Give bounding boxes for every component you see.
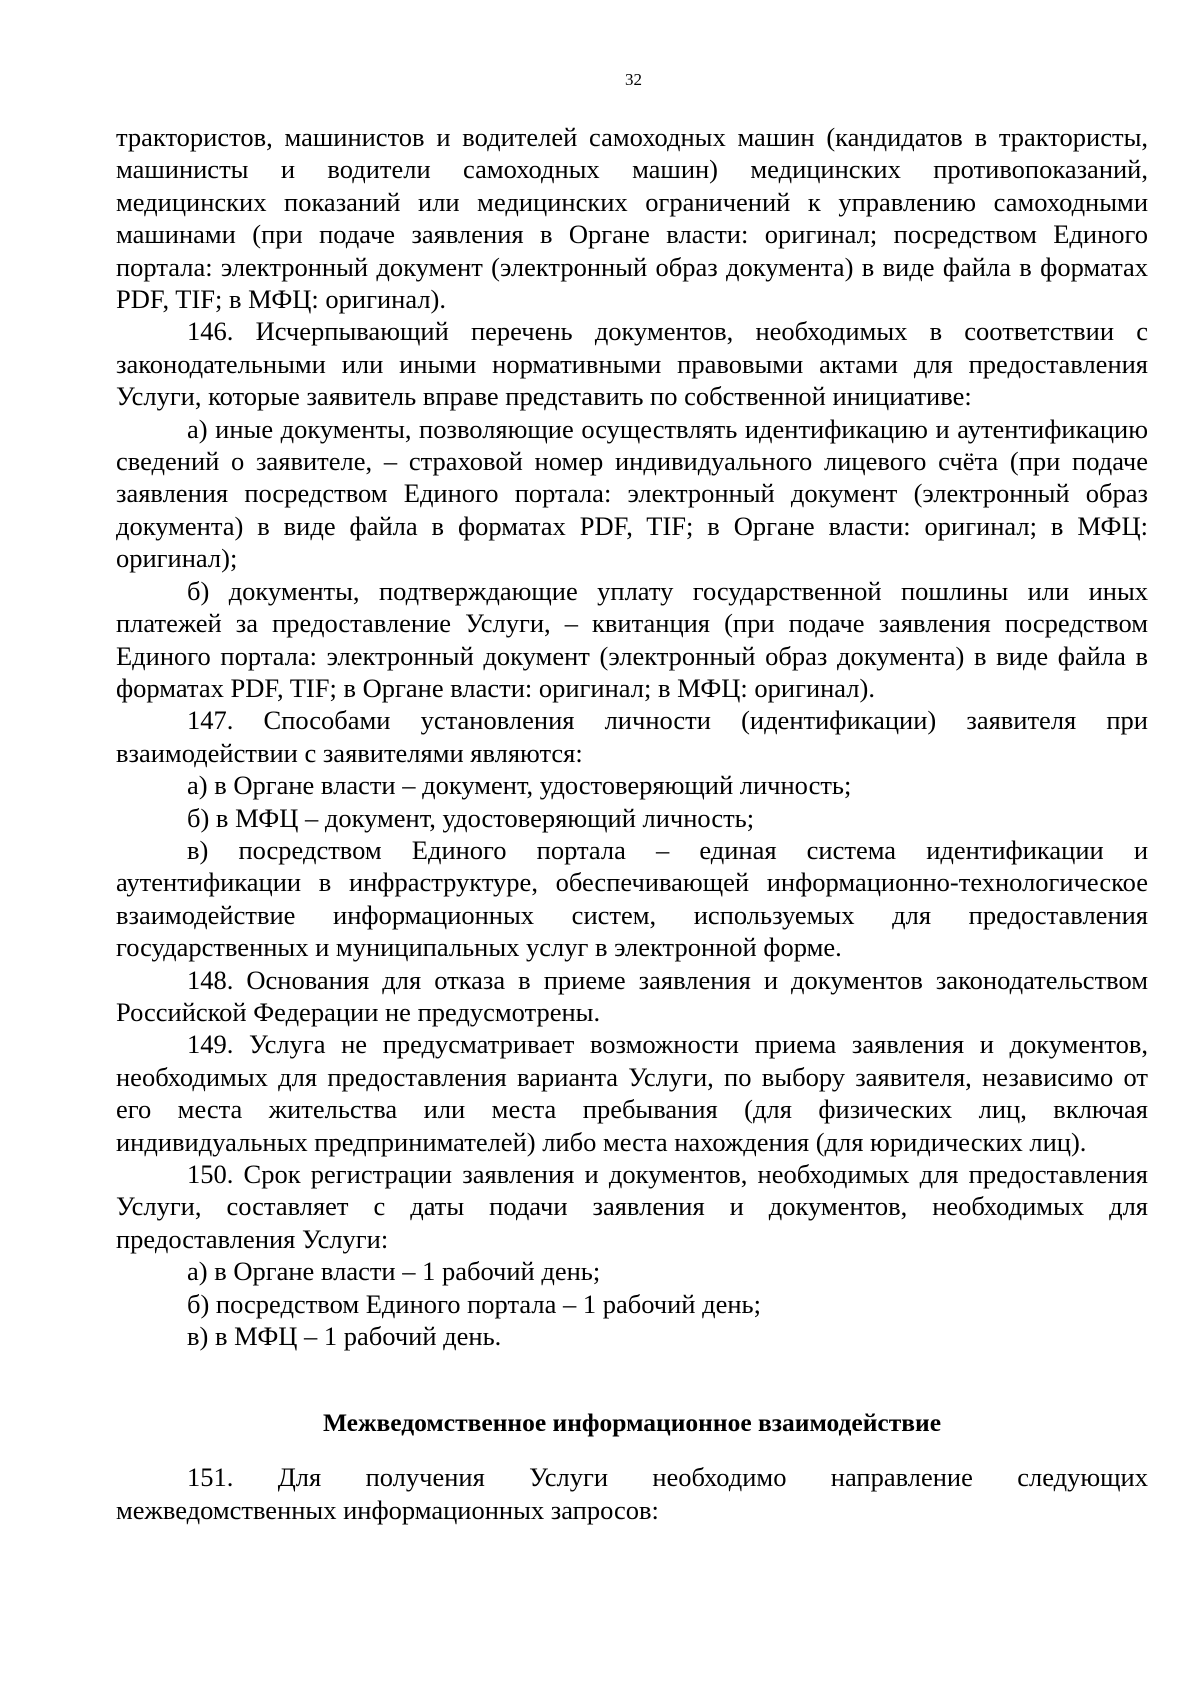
spacer [116,1352,1148,1407]
paragraph-148: 148. Основания для отказа в приеме заявления и документов законодательством Российской Федерации не предусмотрены. [116,964,1148,1027]
paragraph-147-a: а) в Органе власти – документ, удостоверяющий личность; [187,770,852,801]
paragraph-151: 151. Для получения Услуги необходимо направление следующих межведомственных информационных запросов: [116,1462,1148,1525]
paragraph-continuation: трактористов, машинистов и водителей самоходных машин (кандидатов в трактористы, машинисты и водители самоходных машин) медицинских противопоказаний, медицинских показаний или медицинских ограничений к управлению самоходными машинами (при подаче заявления в Органе власти: оригинал; посредством Единого портала: электронный документ (электронный образ документа) в виде файла в форматах PDF, TIF; в МФЦ: оригинал). [116,122,1148,315]
paragraph-150: 150. Срок регистрации заявления и документов, необходимых для предоставления Услуги, составляет с даты подачи заявления и документов, необходимых для предоставления Услуги: [116,1159,1148,1254]
paragraph-150-a: а) в Органе власти – 1 рабочий день; [187,1256,601,1287]
paragraph-150-c: в) в МФЦ – 1 рабочий день. [187,1321,502,1352]
paragraph-147-b: б) в МФЦ – документ, удостоверяющий личность; [187,802,755,833]
paragraph-147: 147. Способами установления личности (идентификации) заявителя при взаимодействии с заявителями являются: [116,705,1148,768]
paragraph-149: 149. Услуга не предусматривает возможности приема заявления и документов, необходимых для предоставления варианта Услуги, по выбору заявителя, независимо от его места жительства или места пребывания (для физических лиц, включая индивидуальных предпринимателей) либо места нахождения (для юридических лиц). [116,1029,1148,1157]
document-body [116,121,1148,1526]
section-heading: Межведомственное информационное взаимодействие [322,1408,942,1438]
paragraph-147-c: в) посредством Единого портала – единая система идентификации и аутентификации в инфраструктуре, обеспечивающей информационно-технологическое взаимодействие информационных систем, используемых для предоставления государственных и муниципальных услуг в электронной форме. [116,834,1148,963]
paragraph-146-b: б) документы, подтверждающие уплату государственной пошлины или иных платежей за предоставление Услуги, – квитанция (при подаче заявления посредством Единого портала: электронный документ (электронный образ документа) в виде файла в форматах PDF, TIF; в Органе власти: оригинал; в МФЦ: оригинал). [116,575,1148,703]
spacer [116,1439,1148,1461]
paragraph-146-a: а) иные документы, позволяющие осуществлять идентификацию и аутентификацию сведений о заявителе, – страховой номер индивидуального лицевого счёта (при подаче заявления посредством Единого портала: электронный документ (электронный образ документа) в виде файла в форматах PDF, TIF; в Органе власти: оригинал; в МФЦ: оригинал); [116,413,1148,574]
paragraph-146: 146. Исчерпывающий перечень документов, необходимых в соответствии с законодательными или иными нормативными правовыми актами для предоставления Услуги, которые заявитель вправе представить по собственной инициативе: [116,316,1148,412]
paragraph-150-b: б) посредством Единого портала – 1 рабочий день; [187,1288,761,1319]
page-number: 32 [625,70,642,89]
